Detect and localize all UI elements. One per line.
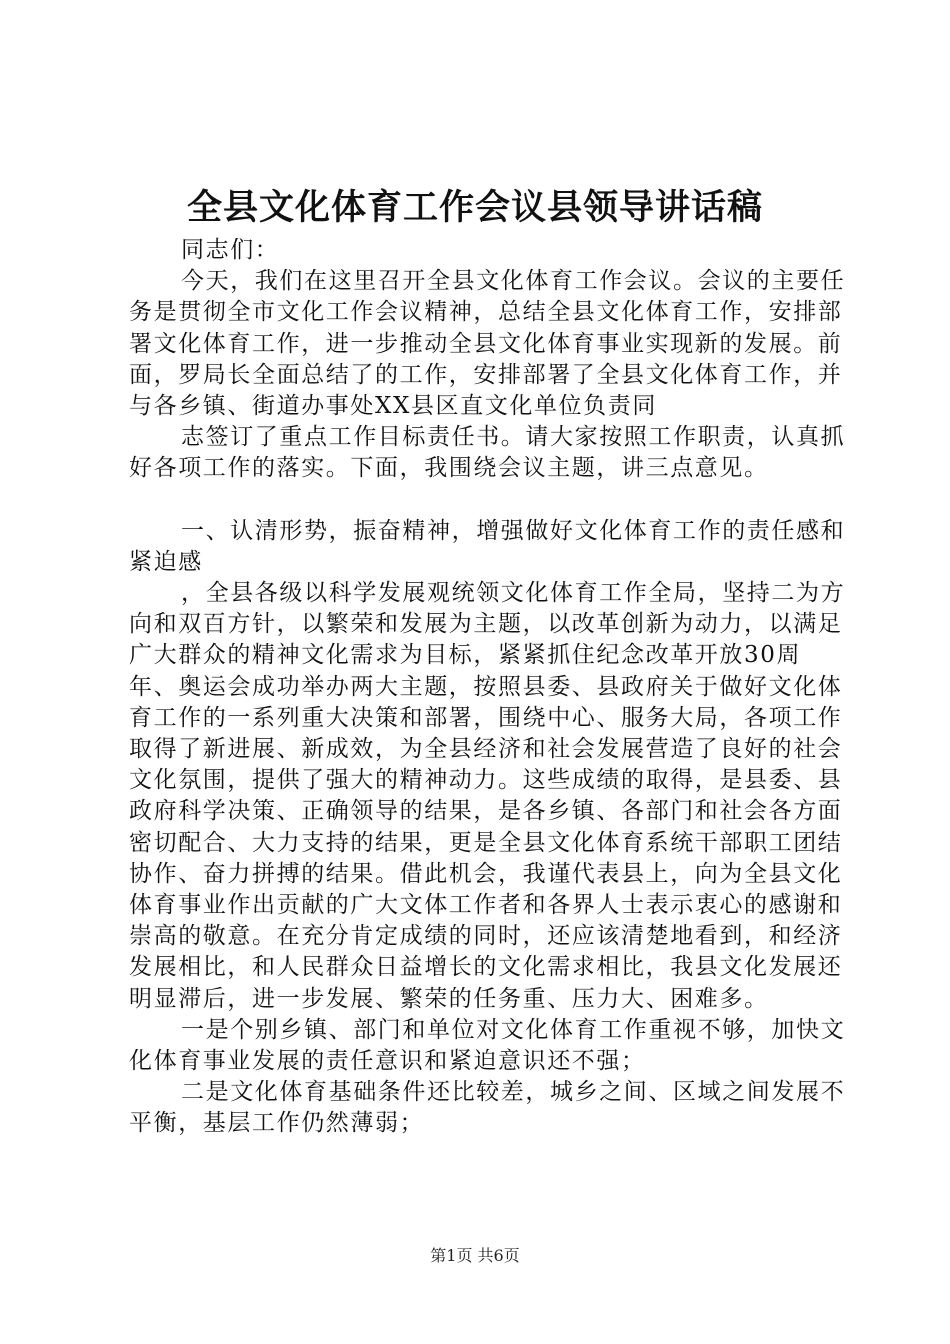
paragraph-spacer	[129, 485, 847, 516]
paragraph-intro: 今天，我们在这里召开全县文化体育工作会议。会议的主要任务是贯彻全市文化工作会议精神，总结全县文化体育工作，安排部署文化体育工作，进一步推动全县文化体育事业实现新的发展。前面，罗局长全面总结了的工作，安排部署了全县文化体育工作，并与各乡镇、街道办事处XX县区直文化单位负责同	[129, 268, 846, 420]
paragraph-achievements: ，全县各级以科学发展观统领文化体育工作全局，坚持二为方向和双百方针，以繁荣和发展为主题，以改革创新为动力，以满足广大群众的精神文化需求为目标，紧紧抓住纪念改革开放30周年、奥运会成功举办两大主题，按照县委、县政府关于做好文化体育工作的一系列重大决策和部署，围绕中心、服务大局，各项工作取得了新进展、新成效，为全县经济和社会发展营造了良好的社会文化氛围，提供了强大的精神动力。这些成绩的取得，是县委、县政府科学决策、正确领导的结果，是各乡镇、各部门和社会各方面密切配合、大力支持的结果，更是全县文化体育系统干部职工团结协作、奋力拼搏的结果。借此机会，我谨代表县上，向为全县文化体育事业作出贡献的广大文体工作者和各界人士表示衷心的感谢和崇高的敬意。在充分肯定成绩的同时，还应该清楚地看到，和经济发展相比，和人民群众日益增长的文化需求相比，我县文化发展还明显滞后，进一步发展、繁荣的任务重、压力大、困难多。	[129, 580, 846, 1012]
page-number-footer: 第1页 共6页	[430, 1246, 520, 1265]
document-title: 全县文化体育工作会议县领导讲话稿	[186, 187, 763, 228]
paragraph-problem-2: 二是文化体育基础条件还比较差，城乡之间、区域之间发展不平衡，基层工作仍然薄弱；	[129, 1079, 846, 1137]
section-heading-1: 一、认清形势，振奋精神，增强做好文化体育工作的责任感和紧迫感	[129, 517, 846, 575]
document-body	[129, 235, 847, 1140]
paragraph-problem-1: 一是个别乡镇、部门和单位对文化体育工作重视不够，加快文化体育事业发展的责任意识和紧迫意识还不强；	[129, 1016, 846, 1075]
greeting: 同志们：	[181, 237, 280, 263]
paragraph-continuation: 志签订了重点工作目标责任书。请大家按照工作职责，认真抓好各项工作的落实。下面，我围绕会议主题，讲三点意见。	[129, 424, 846, 482]
